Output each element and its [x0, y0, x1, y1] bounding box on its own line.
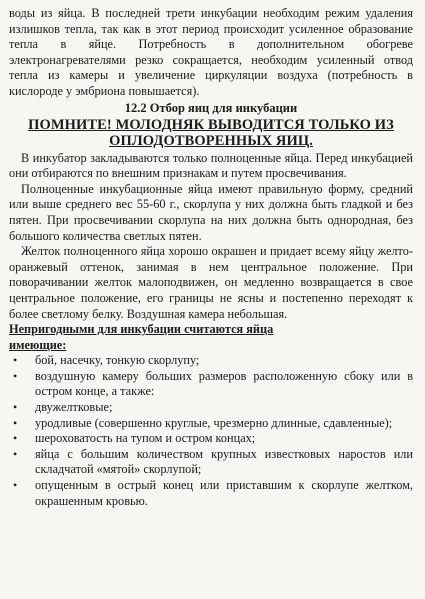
- paragraph-yolk: Желток полноценного яйца хорошо окрашен и придает всему яйцу желто-оранжевый оттенок, занимая в нем центральное положение. При поворачивании желток малоподвижен, он медленно возвращается в свое центральное положение, его границы не ясны и постепенно переходят к более светлому белку. Воздушная камера небольшая.: [9, 244, 413, 321]
- paragraph-full-eggs: Полноценные инкубационные яйца имеют правильную форму, средний или выше среднего вес 55-60 г., скорлупа у них должна быть гладкой и без пятен. При просвечивании скорлупа на них должна быть однородная, без большого количества светлых пятен.: [9, 181, 413, 243]
- bullet-icon: •: [13, 400, 18, 415]
- intro-paragraph: воды из яйца. В последней трети инкубации необходим режим удаления излишков тепла, так как в этот период происходит усиленное образование тепла в яйце. Потребность в дополнительном обогреве электронагревателями резко сокращается, необходим усиленный отвод тепла из камеры и увеличение циркуляции воздуха (потребность в кислороде у эмбриона повышается).: [9, 6, 413, 98]
- list-item: • двужелтковые;: [13, 400, 113, 415]
- list-item: • воздушную камеру больших размеров расположенную сбоку или в остром конце, а также:: [13, 368, 413, 399]
- warning-text: ПОМНИТЕ! МОЛОДНЯК ВЫВОДИТСЯ ТОЛЬКО ИЗ ОПЛОДОТВОРЕННЫХ ЯИЦ.: [28, 116, 394, 149]
- unfit-heading-line1: Непригодными для инкубации считаются яйца: [9, 322, 274, 337]
- list-item: • бой, насечку, тонкую скорлупу;: [13, 353, 200, 368]
- paragraph-selection: В инкубатор закладываются только полноценные яйца. Перед инкубацией они отбираются по внешним признакам и путем просвечивания.: [9, 150, 413, 181]
- bullet-icon: •: [13, 446, 18, 461]
- bullet-icon: •: [13, 478, 18, 493]
- list-item: • уродливые (совершенно круглые, чрезмерно длинные, сдавленные);: [13, 415, 393, 430]
- bullet-icon: •: [13, 431, 18, 446]
- unfit-heading: [9, 322, 413, 353]
- bullet-icon: •: [13, 353, 18, 368]
- list-item: • опущенным в острый конец или приставшим к скорлупе желтком, окрашенным кровью.: [13, 478, 413, 508]
- list-item: • яйца с большим количеством крупных известковых наростов или складчатой «мятой» скорлупой;: [13, 446, 413, 477]
- unfit-heading-line2: имеющие:: [9, 337, 67, 352]
- bullet-icon: •: [13, 415, 18, 430]
- list-item: • шероховатость на тупом и остром концах;: [13, 431, 256, 446]
- unfit-list: [9, 353, 413, 509]
- section-heading: 12.2 Отбор яиц для инкубации: [124, 100, 298, 115]
- bullet-icon: •: [13, 368, 18, 383]
